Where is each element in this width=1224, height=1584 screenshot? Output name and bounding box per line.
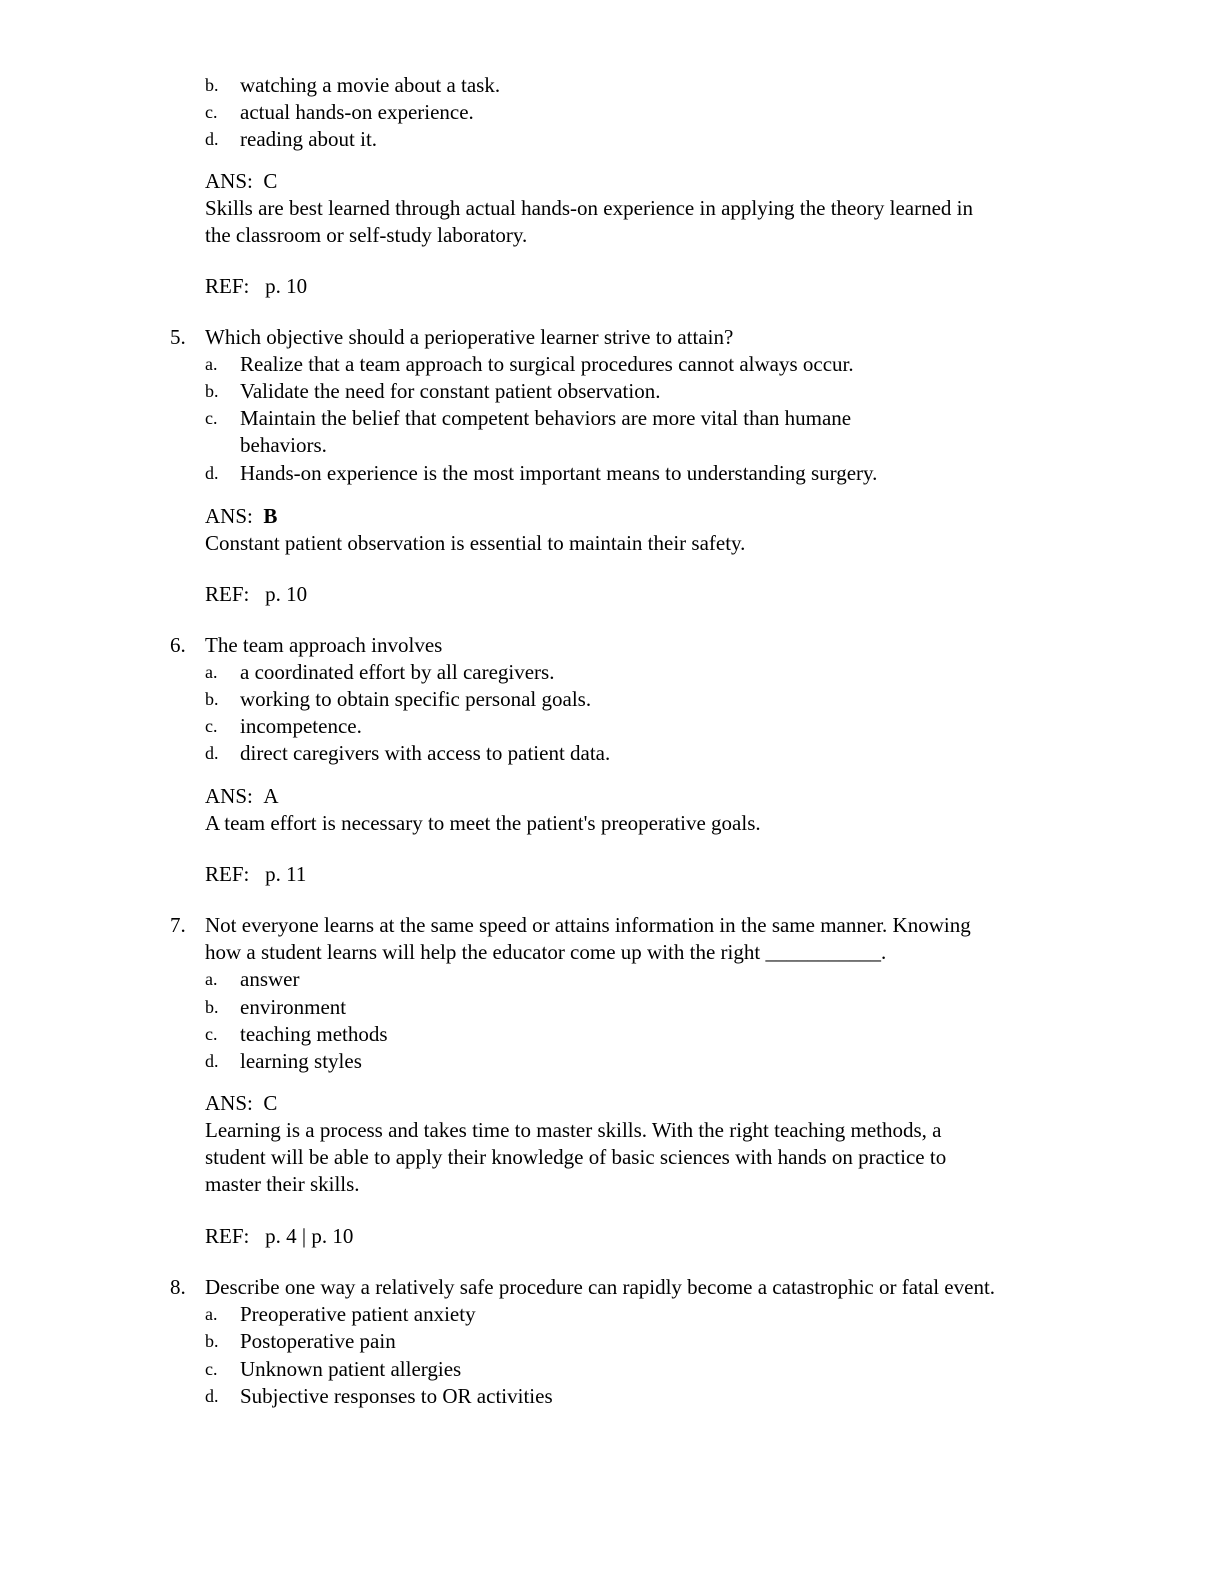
choice-letter: c. xyxy=(205,1024,218,1044)
choice-text-continuation: behaviors. xyxy=(240,433,327,457)
choice-text: watching a movie about a task. xyxy=(240,73,501,97)
choice-text: environment xyxy=(240,995,347,1019)
choice-text: Preoperative patient anxiety xyxy=(240,1302,476,1326)
answer-value: A xyxy=(263,784,279,808)
reference-value: p. 4 | p. 10 xyxy=(265,1224,354,1248)
choice-letter: b. xyxy=(205,381,219,401)
question-number: 6. xyxy=(170,633,186,657)
reference-value: p. 11 xyxy=(265,862,307,886)
choice-letter: d. xyxy=(205,129,219,149)
choice-text: Subjective responses to OR activities xyxy=(240,1384,553,1408)
choice-letter: a. xyxy=(205,662,218,682)
rationale-line: Constant patient observation is essential to maintain their safety. xyxy=(205,531,746,555)
answer-line xyxy=(205,168,277,195)
reference-value: p. 10 xyxy=(265,274,308,298)
reference-label: REF: xyxy=(205,1224,250,1248)
answer-line xyxy=(205,1090,277,1117)
choice-text: teaching methods xyxy=(240,1022,388,1046)
answer-label: ANS: xyxy=(205,1091,253,1115)
choice-letter: d. xyxy=(205,743,219,763)
choice-letter: c. xyxy=(205,408,218,428)
question-stem: The team approach involves xyxy=(205,633,443,657)
choice-text: Realize that a team approach to surgical procedures cannot always occur. xyxy=(240,352,854,376)
reference-label: REF: xyxy=(205,862,250,886)
choice-letter: b. xyxy=(205,75,219,95)
answer-label: ANS: xyxy=(205,784,253,808)
choice-letter: d. xyxy=(205,1051,219,1071)
reference-label: REF: xyxy=(205,274,250,298)
question-number: 5. xyxy=(170,325,186,349)
question-number: 7. xyxy=(170,913,186,937)
choice-text: Validate the need for constant patient observation. xyxy=(240,379,661,403)
question-stem-continuation: how a student learns will help the educator come up with the right ___________. xyxy=(205,940,887,964)
question-stem: Which objective should a perioperative learner strive to attain? xyxy=(205,325,734,349)
choice-text: reading about it. xyxy=(240,127,378,151)
choice-letter: c. xyxy=(205,1359,218,1379)
reference-value: p. 10 xyxy=(265,582,308,606)
question-stem: Describe one way a relatively safe procedure can rapidly become a catastrophic or fatal event. xyxy=(205,1275,996,1299)
rationale-line: Learning is a process and takes time to master skills. With the right teaching methods, a xyxy=(205,1118,942,1142)
rationale-line: the classroom or self-study laboratory. xyxy=(205,223,528,247)
rationale-line: master their skills. xyxy=(205,1172,360,1196)
reference-line xyxy=(205,1223,353,1250)
choice-letter: b. xyxy=(205,689,219,709)
reference-line xyxy=(205,861,306,888)
question-number: 8. xyxy=(170,1275,186,1299)
answer-line xyxy=(205,783,279,810)
choice-letter: d. xyxy=(205,463,219,483)
choice-text: a coordinated effort by all caregivers. xyxy=(240,660,555,684)
choice-text: Unknown patient allergies xyxy=(240,1357,462,1381)
answer-value: C xyxy=(263,169,278,193)
choice-letter: b. xyxy=(205,997,219,1017)
answer-line xyxy=(205,503,277,530)
answer-value: C xyxy=(263,1091,278,1115)
reference-label: REF: xyxy=(205,582,250,606)
choice-text: Postoperative pain xyxy=(240,1329,396,1353)
choice-text: direct caregivers with access to patient data. xyxy=(240,741,611,765)
choice-text: learning styles xyxy=(240,1049,362,1073)
choice-letter: d. xyxy=(205,1386,219,1406)
answer-label: ANS: xyxy=(205,504,253,528)
rationale-line: Skills are best learned through actual hands-on experience in applying the theory learned in xyxy=(205,196,973,220)
choice-letter: c. xyxy=(205,716,218,736)
reference-line xyxy=(205,581,307,608)
choice-letter: a. xyxy=(205,969,218,989)
answer-value: B xyxy=(263,504,278,528)
choice-text: working to obtain specific personal goals. xyxy=(240,687,592,711)
choice-letter: c. xyxy=(205,102,218,122)
choice-text: incompetence. xyxy=(240,714,362,738)
choice-text: Hands-on experience is the most important means to understanding surgery. xyxy=(240,461,878,485)
choice-letter: a. xyxy=(205,354,218,374)
choice-letter: b. xyxy=(205,1331,219,1351)
choice-letter: a. xyxy=(205,1304,218,1324)
rationale-line: A team effort is necessary to meet the patient's preoperative goals. xyxy=(205,811,761,835)
reference-line xyxy=(205,273,307,300)
rationale-line: student will be able to apply their knowledge of basic sciences with hands on practice to xyxy=(205,1145,947,1169)
choice-text: Maintain the belief that competent behaviors are more vital than humane xyxy=(240,406,852,430)
choice-text: actual hands-on experience. xyxy=(240,100,474,124)
choice-text: answer xyxy=(240,967,300,991)
question-stem: Not everyone learns at the same speed or attains information in the same manner. Knowing xyxy=(205,913,971,937)
answer-label: ANS: xyxy=(205,169,253,193)
